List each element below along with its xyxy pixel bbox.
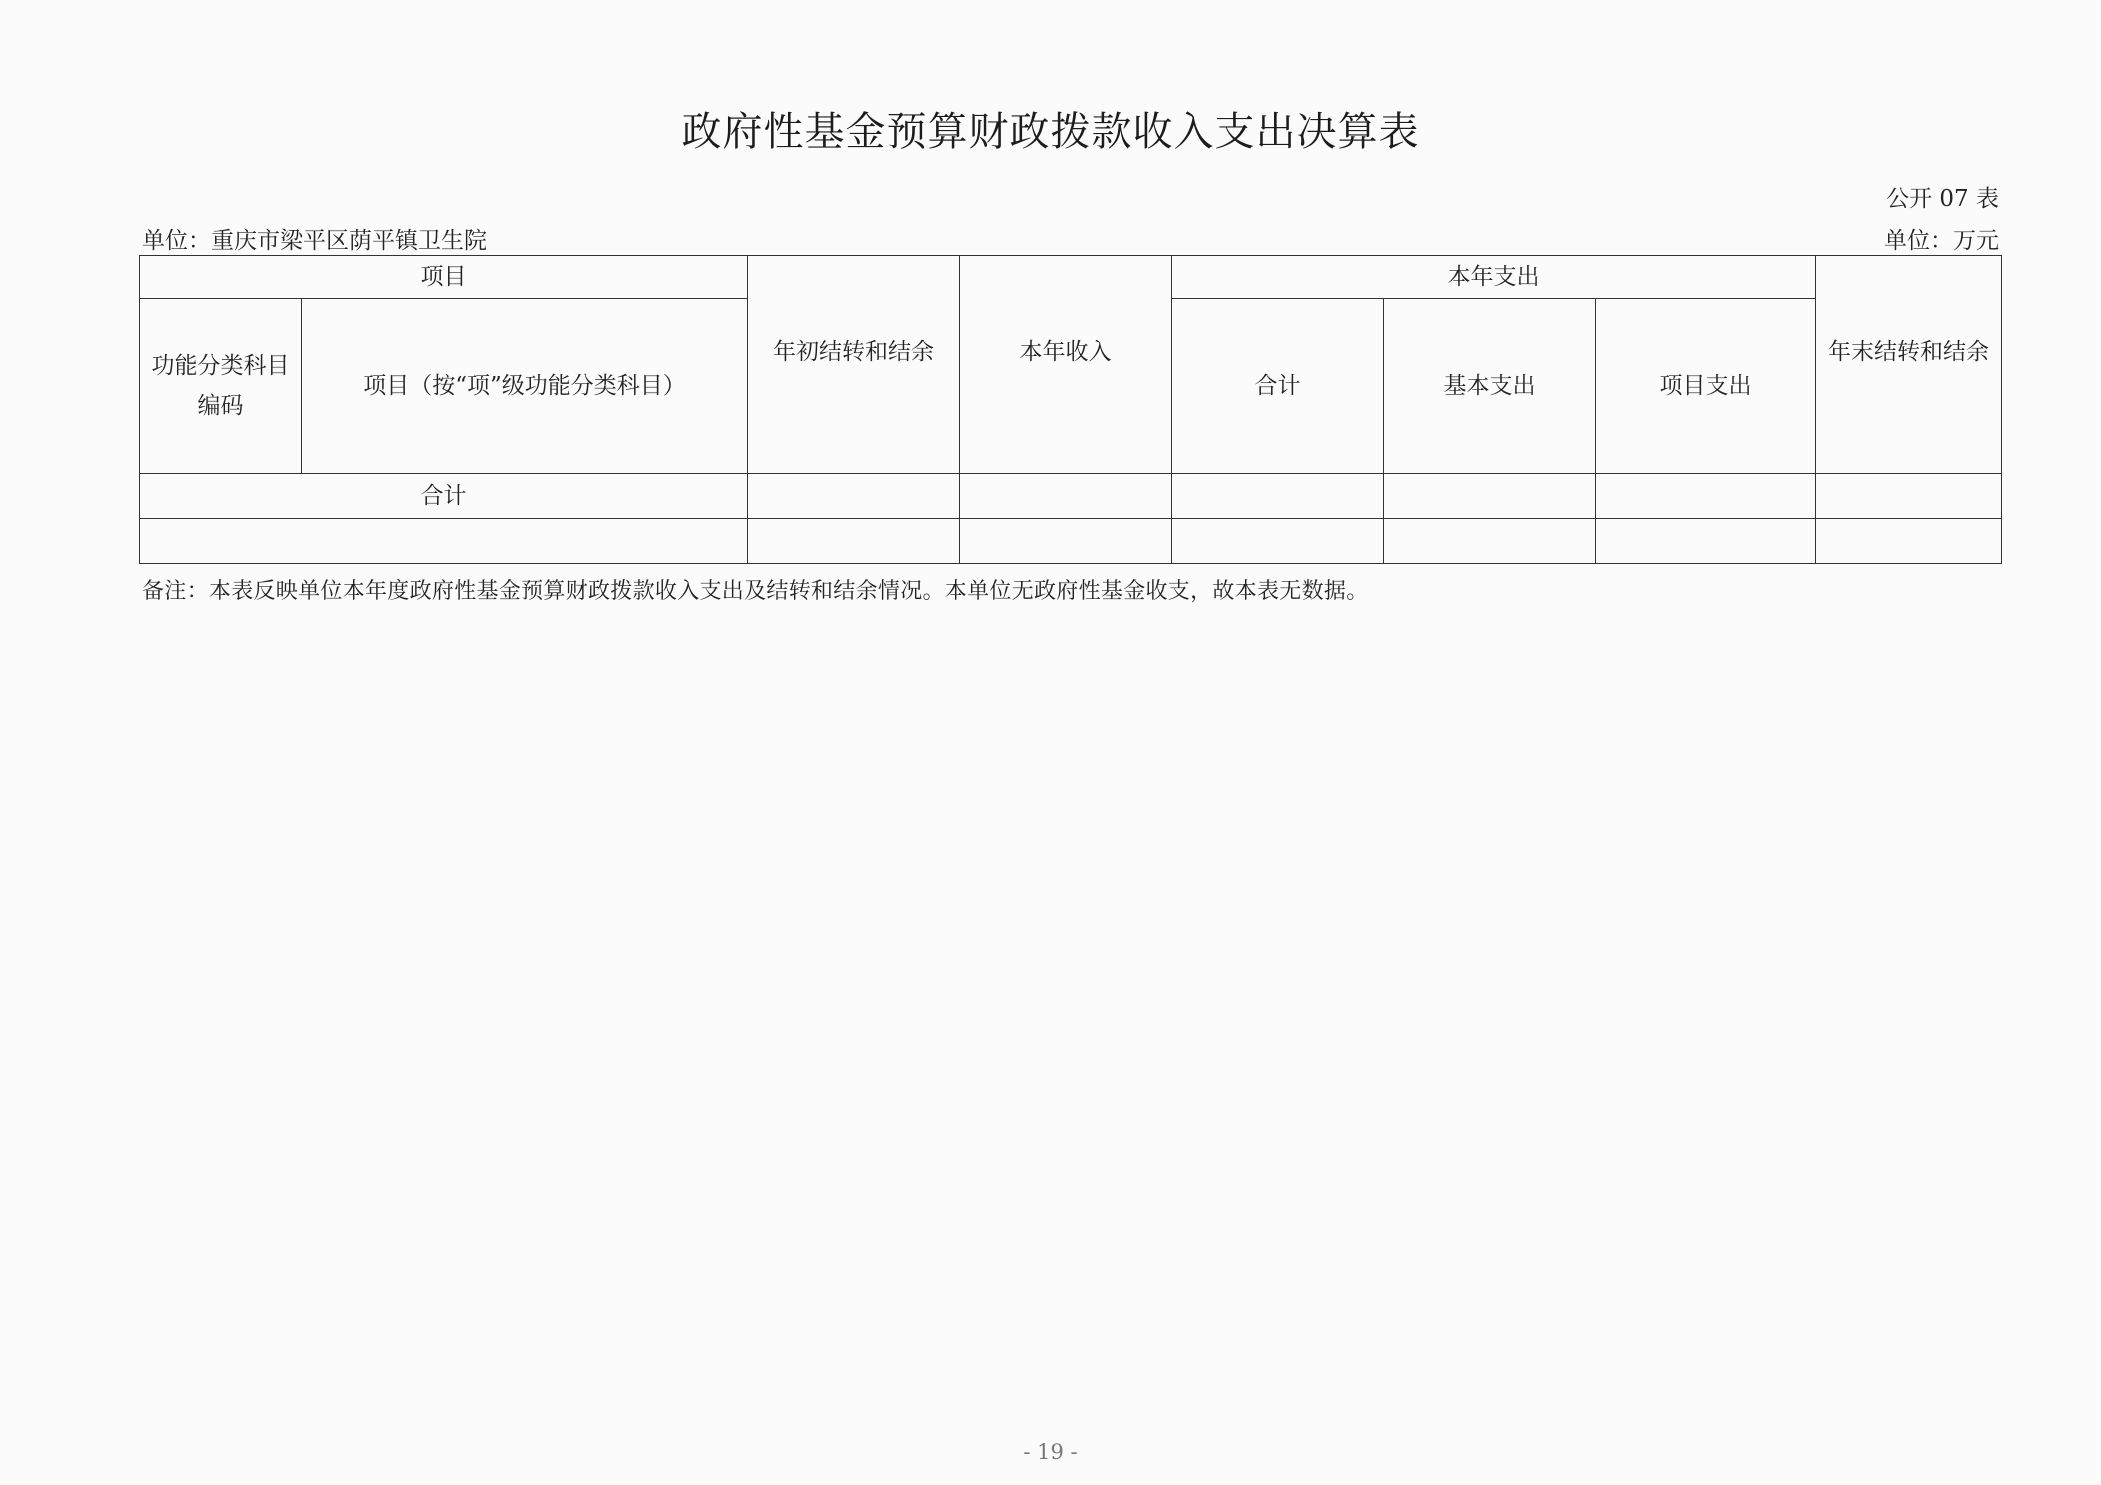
currency-unit: 单位：万元 xyxy=(1884,228,1999,254)
document-title: 政府性基金预算财政拨款收入支出决算表 xyxy=(681,109,1420,155)
header-row-1 xyxy=(140,256,2002,299)
total-end-balance xyxy=(1816,474,2002,519)
page-number: - 19 - xyxy=(1023,1440,1078,1464)
header-current-income: 本年收入 xyxy=(960,256,1172,474)
header-expense-total: 合计 xyxy=(1172,299,1384,474)
total-label: 合计 xyxy=(140,474,748,519)
header-expense-project: 项目支出 xyxy=(1596,299,1816,474)
total-expense-total xyxy=(1172,474,1384,519)
budget-table xyxy=(139,255,2002,564)
header-item: 项目 xyxy=(140,256,748,299)
row-expense-project xyxy=(1596,519,1816,564)
table-row xyxy=(140,519,2002,564)
row-begin-balance xyxy=(748,519,960,564)
header-begin-balance: 年初结转和结余 xyxy=(748,256,960,474)
row-expense-basic xyxy=(1384,519,1596,564)
header-func-code: 功能分类科目编码 xyxy=(140,299,302,474)
header-expense-basic: 基本支出 xyxy=(1384,299,1596,474)
table-note: 备注：本表反映单位本年度政府性基金预算财政拨款收入支出及结转和结余情况。本单位无政府性基金收支，故本表无数据。 xyxy=(142,579,1369,604)
header-end-balance: 年末结转和结余 xyxy=(1816,256,2002,474)
total-begin-balance xyxy=(748,474,960,519)
form-number: 公开 07 表 xyxy=(1886,186,1999,212)
total-current-income xyxy=(960,474,1172,519)
header-item-name: 项目（按“项”级功能分类科目） xyxy=(302,299,748,474)
total-expense-project xyxy=(1596,474,1816,519)
row-current-income xyxy=(960,519,1172,564)
header-current-expense: 本年支出 xyxy=(1172,256,1816,299)
organization-unit: 单位：重庆市梁平区荫平镇卫生院 xyxy=(142,228,487,254)
row-name xyxy=(140,519,748,564)
total-expense-basic xyxy=(1384,474,1596,519)
row-end-balance xyxy=(1816,519,2002,564)
total-row xyxy=(140,474,2002,519)
row-expense-total xyxy=(1172,519,1384,564)
